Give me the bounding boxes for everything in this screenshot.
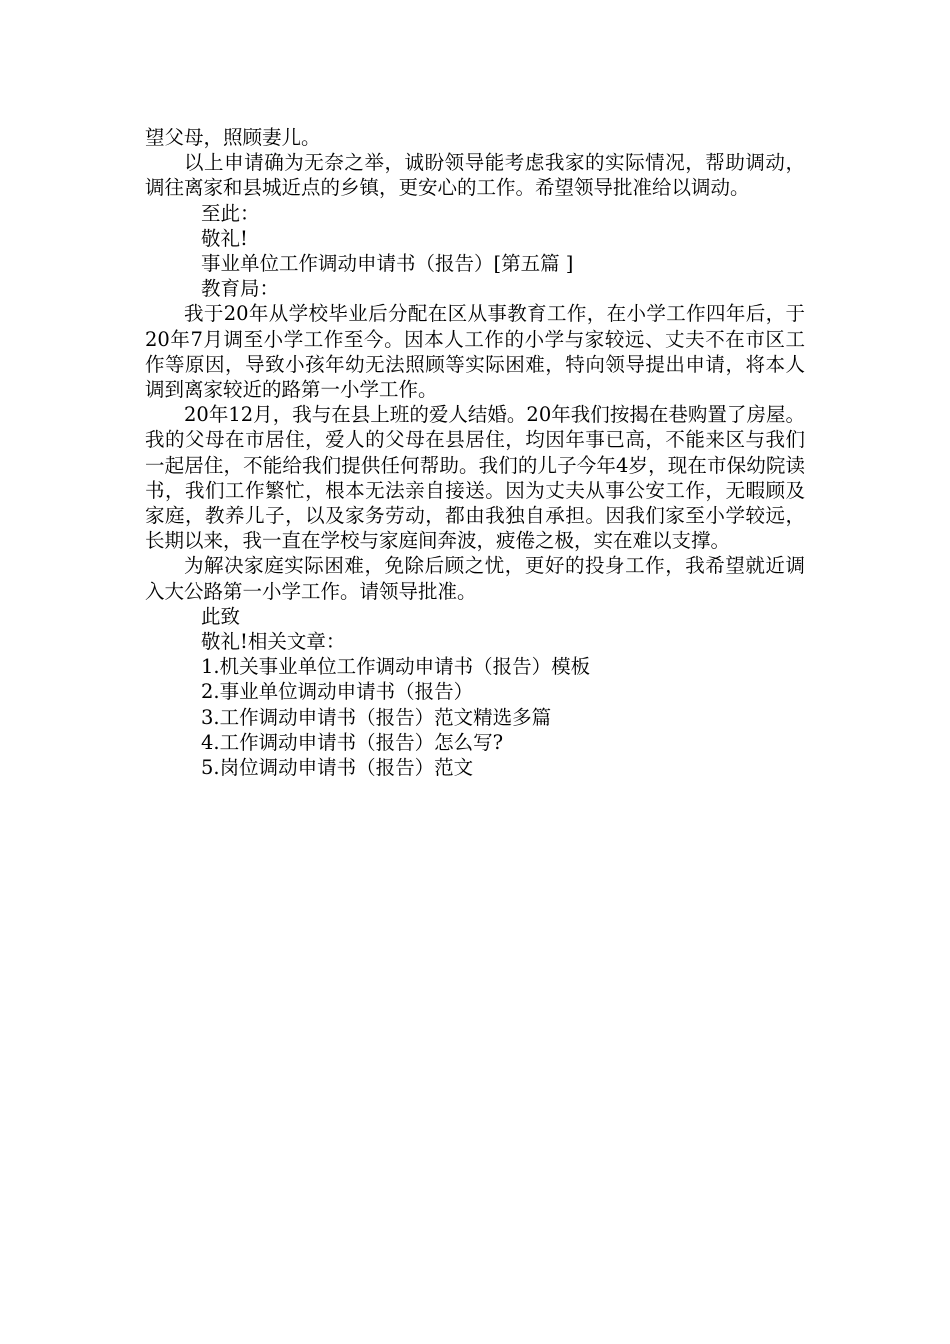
- letter4-request-paragraph: 以上申请确为无奈之举，诚盼领导能考虑我家的实际情况，帮助调动，调往离家和县城近点的乡镇，更安心的工作。希望领导批准给以调动。: [145, 151, 805, 200]
- related-articles-list: [145, 654, 805, 780]
- letter4-closing-line-2: 敬礼!: [201, 226, 248, 250]
- letter5-closing-line-2: 敬礼!相关文章：: [201, 630, 346, 654]
- letter5-paragraph-2: 20年12月，我与在县上班的爱人结婚。20年我们按揭在巷购置了房屋。我的父母在市居住，爱人的父母在县居住，均因年事已高，不能来区与我们一起居住，不能给我们提供任何帮助。我们的儿子今年4岁，现在市保幼院读书，我们工作繁忙，根本无法亲自接送。因为丈夫从事公安工作，无暇顾及家庭，教养儿子，以及家务劳动，都由我独自承担。因我们家至小学较远，长期以来，我一直在学校与家庭间奔波，疲倦之极，实在难以支撑。: [145, 403, 805, 553]
- letter4-closing-line-1: 至此：: [201, 201, 260, 225]
- letter5-closing-line-1: 此致: [201, 604, 241, 628]
- related-article-item[interactable]: 5.岗位调动申请书（报告）范文: [201, 756, 474, 780]
- continuation-line: 望父母，照顾妻儿。: [145, 126, 321, 149]
- letter5-title: 事业单位工作调动申请书（报告）[第五篇 ]: [201, 252, 574, 276]
- letter5-paragraph-3: 为解决家庭实际困难，免除后顾之忧，更好的投身工作，我希望就近调入大公路第一小学工作。请领导批准。: [145, 554, 805, 603]
- letter5-recipient: 教育局：: [201, 277, 280, 301]
- letter5-paragraph-1: 我于20年从学校毕业后分配在区从事教育工作，在小学工作四年后，于20年7月调至小学工作至今。因本人工作的小学与家较远、丈夫不在市区工作等原因，导致小孩年幼无法照顾等实际困难，特向领导提出申请，将本人调到离家较近的路第一小学工作。: [145, 302, 805, 402]
- related-article-item[interactable]: 3.工作调动申请书（报告）范文精选多篇: [201, 705, 552, 729]
- related-article-item[interactable]: 1.机关事业单位工作调动申请书（报告）模板: [201, 655, 591, 679]
- document-body: [145, 125, 805, 780]
- related-article-item[interactable]: 4.工作调动申请书（报告）怎么写?: [201, 730, 504, 754]
- related-article-item[interactable]: 2.事业单位调动申请书（报告）: [201, 680, 474, 704]
